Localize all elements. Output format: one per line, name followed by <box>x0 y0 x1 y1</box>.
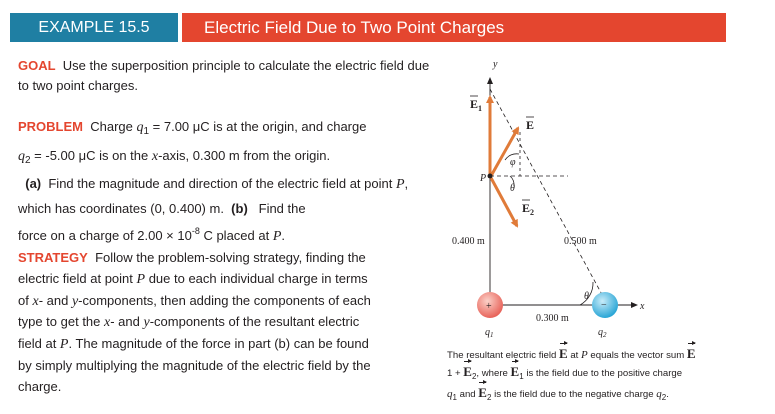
vertical-distance-label: 0.400 m <box>452 236 485 247</box>
theta-label-bottom: θ <box>584 291 589 302</box>
goal-text: Use the superposition principle to calculate the electric field due to two point charges. <box>18 58 430 93</box>
problem-label: PROBLEM <box>18 119 83 134</box>
point-p-label: P <box>480 173 487 184</box>
strategy-section: STRATEGY Follow the problem-solving strategy, finding the electric field at point P due to each individual charge in terms of x- and y-components, then adding the components of each type to get the x- and y-components of the resultant electric field at P. The magnitude of the force in part (b) can be found by simply multiplying the magnitude of the electric field by the charge. <box>18 250 371 394</box>
diagonal-distance-label: 0.500 m <box>564 236 597 247</box>
e2-label: $E_2$ <box>522 201 535 217</box>
field-diagram <box>440 50 750 345</box>
e-resultant-vector <box>491 128 518 176</box>
positive-sign: + <box>486 301 492 312</box>
goal-section <box>18 56 438 96</box>
theta-label-p: θ <box>510 183 515 194</box>
q2-label: $q_2$ <box>598 327 607 339</box>
goal-label: GOAL <box>18 58 56 73</box>
point-p-dot <box>488 174 493 179</box>
example-number: EXAMPLE 15.5 <box>10 13 178 42</box>
negative-sign: − <box>601 300 607 311</box>
q1-label: $q_1$ <box>485 327 494 339</box>
diagonal-dashed-line <box>490 89 605 300</box>
example-title: Electric Field Due to Two Point Charges <box>182 13 726 42</box>
part-b-label: (b) <box>231 200 248 216</box>
phi-label: φ <box>510 157 516 168</box>
x-axis-label: x <box>640 301 645 312</box>
e1-label: $E_1$ <box>470 97 483 113</box>
figure-caption: The resultant electric field E at P equals the vector sum E $1 + E_2$, where $E_1$ is the field due to the positive charge $q_1$ and $E_2$ is the field due to the negative charge $q_2$. <box>447 346 696 402</box>
e-label: E <box>526 118 535 132</box>
problem-section: PROBLEM Charge $q_1 = 7.00$ μC is at the origin, and charge $q_2 = -5.00$ μC is on the x-axis, 0.300 m from the origin. (a) Find the magnitude and direction of the electric field at point P, which has coordinates (0, 0.400) m. (b) Find the force on a charge of $2.00 \times 10^{-8}$ C placed at P. <box>18 119 409 244</box>
horizontal-distance-label: 0.300 m <box>536 313 569 324</box>
strategy-label: STRATEGY <box>18 250 88 265</box>
y-axis-label: y <box>493 59 498 70</box>
part-a-label: (a) <box>25 176 42 191</box>
